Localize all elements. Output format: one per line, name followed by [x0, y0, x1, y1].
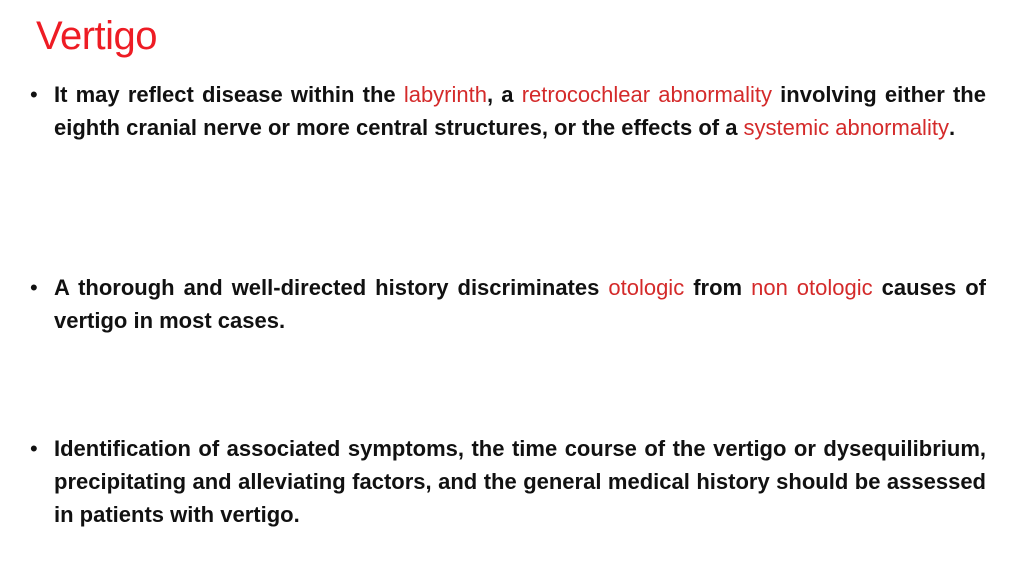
- bullet-dot-icon: •: [30, 82, 38, 107]
- highlight-term: retrocochlear abnormality: [521, 82, 772, 107]
- bullet-item: [30, 78, 986, 144]
- bullet-dot-icon: •: [30, 436, 38, 461]
- bullet-text: Identification of associated symptoms, the time course of the vertigo or dysequilibrium, precipitating and alleviating factors, and the general medical history should be assessed in patients with vertigo.: [54, 436, 986, 527]
- bullet-text-segment: A thorough and well-directed history discriminates: [54, 275, 609, 300]
- highlight-term: systemic abnormality: [743, 115, 949, 140]
- highlight-term: non otologic: [751, 275, 873, 300]
- bullet-text: [54, 78, 986, 144]
- bullet-dot-icon: •: [30, 275, 38, 300]
- slide-title: Vertigo: [36, 14, 158, 58]
- bullet-text-segment: It may reflect disease within the: [54, 82, 404, 107]
- highlight-term: otologic: [608, 275, 685, 300]
- bullet-text: [54, 271, 986, 337]
- bullet-text-segment: causes of vertigo in most cases.: [54, 275, 986, 333]
- bullet-item: [30, 271, 986, 337]
- bullet-item: [30, 432, 986, 531]
- bullet-text-segment: .: [948, 115, 956, 140]
- bullet-text-segment: involving either the eighth cranial nerve or more central structures, or the effects of a: [54, 82, 986, 140]
- bullet-text-segment: , a: [486, 82, 522, 107]
- bullet-text-segment: from: [684, 275, 752, 300]
- highlight-term: labyrinth: [403, 82, 487, 107]
